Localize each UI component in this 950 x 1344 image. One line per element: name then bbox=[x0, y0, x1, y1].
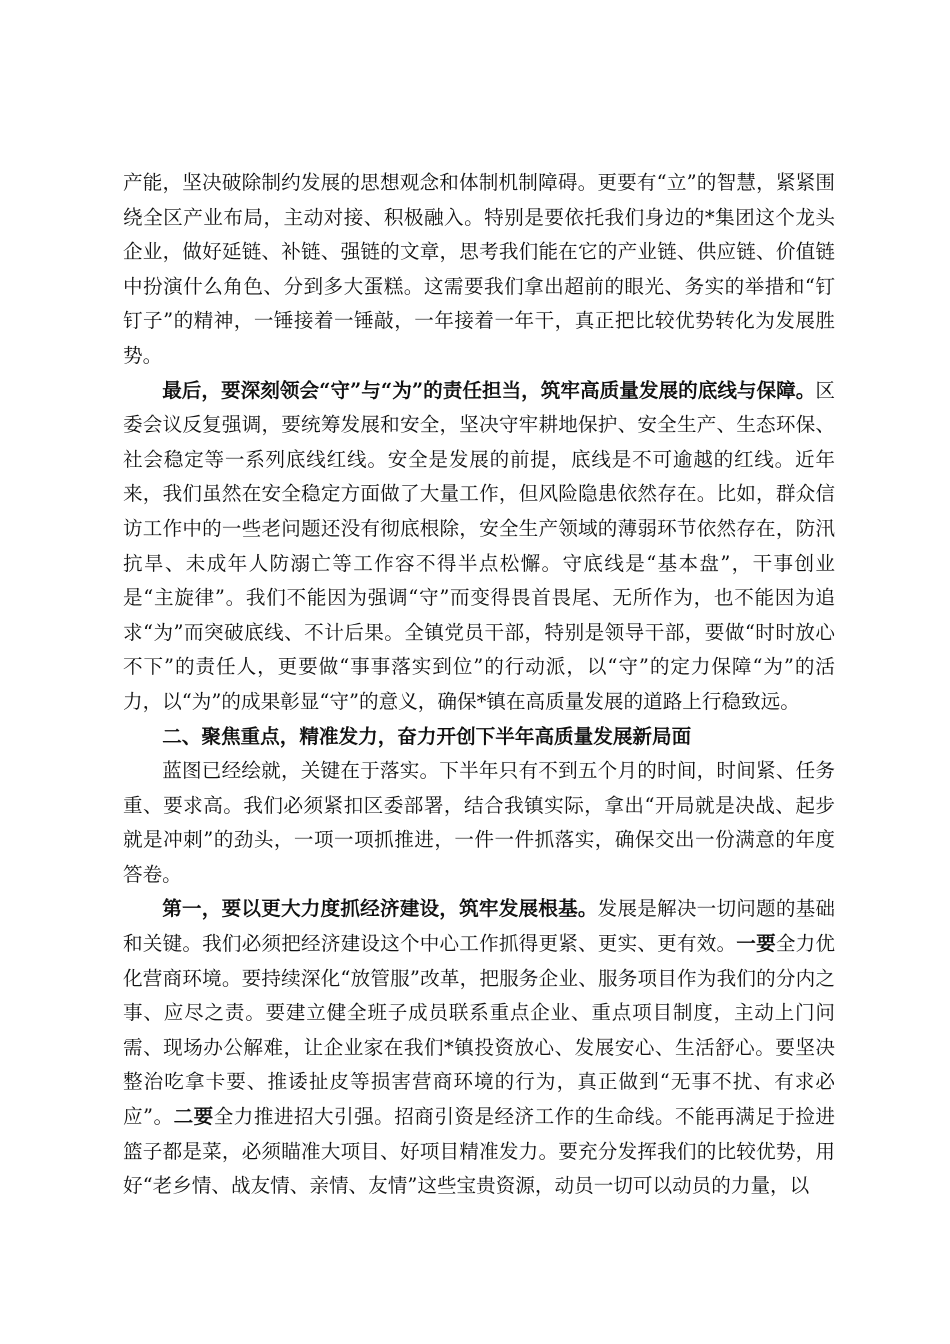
paragraph-lead: 第一，要以更大力度抓经济建设，筑牢发展根基。 bbox=[162, 897, 598, 921]
section-heading: 二、聚焦重点，精准发力，奋力开创下半年高质量发展新局面 bbox=[162, 724, 692, 748]
item-marker: 一要 bbox=[736, 932, 776, 956]
paragraph-responsibility bbox=[123, 374, 835, 720]
paragraph-text: 发展是解决一切问题的基础和关键。我们必须把经济建设这个中心工作抓得更紧、更实、更有效。 bbox=[123, 897, 836, 956]
paragraph-text: 产能，坚决破除制约发展的思想观念和体制机制障碍。更要有“立”的智慧，紧紧围绕全区产业布局，主动对接、积极融入。特别是要依托我们身边的*集团这个龙头企业，做好延链、补链、强链的文章，思考我们能在它的产业链、供应链、价值链中扮演什么角色、分到多大蛋糕。这需要我们拿出超前的眼光、务实的举措和“钉钉子”的精神，一锤接着一锤敲，一年接着一年干，真正把比较优势转化为发展胜势。 bbox=[123, 171, 835, 367]
paragraph-text: 全力推进招大引强。招商引资是经济工作的生命线。不能再满足于捡进篮子都是菜，必须瞄准大项目、好项目精准发力。要充分发挥我们的比较优势，用好“老乡情、战友情、亲情、友情”这些宝贵资源，动员一切可以动员的力量，以 bbox=[123, 1105, 835, 1198]
paragraph-text: 全力优化营商环境。要持续深化“放管服”改革，把服务企业、服务项目作为我们的分内之事、应尽之责。要建立健全班子成员联系重点企业、重点项目制度，主动上门问需、现场办公解难，让企业家在我们*镇投资放心、发展安心、生活舒心。要坚决整治吃拿卡要、推诿扯皮等损害营商环境的行为，真正做到“无事不扰、有求必应”。 bbox=[123, 932, 836, 1129]
paragraph-industry bbox=[123, 166, 835, 374]
paragraph-economy bbox=[123, 892, 835, 1203]
paragraph-blueprint bbox=[123, 754, 835, 892]
paragraph-text: 区委会议反复强调，要统筹发展和安全，坚决守牢耕地保护、安全生产、生态环保、社会稳定等一系列底线红线。安全是发展的前提，底线是不可逾越的红线。近年来，我们虽然在安全稳定方面做了大量工作，但风险隐患依然存在。比如，群众信访工作中的一些老问题还没有彻底根除，安全生产领域的薄弱环节依然存在，防汛抗旱、未成年人防溺亡等工作容不得半点松懈。守底线是“基本盘”，干事创业是“主旋律”。我们不能因为强调“守”而变得畏首畏尾、无所作为，也不能因为追求“为”而突破底线、不计后果。全镇党员干部，特别是领导干部，要做“时时放心不下”的责任人，更要做“事事落实到位”的行动派，以“守”的定力保障“为”的活力，以“为”的成果彰显“守”的意义，确保*镇在高质量发展的道路上行稳致远。 bbox=[123, 378, 835, 713]
paragraph-lead: 最后，要深刻领会“守”与“为”的责任担当，筑牢高质量发展的底线与保障。 bbox=[162, 378, 816, 402]
item-marker: 二要 bbox=[173, 1105, 214, 1129]
paragraph-text: 蓝图已经绘就，关键在于落实。下半年只有不到五个月的时间，时间紧、任务重、要求高。我们必须紧扣区委部署，结合我镇实际，拿出“开局就是决战、起步就是冲刺”的劲头，一项一项抓推进，一件一件抓落实，确保交出一份满意的年度答卷。 bbox=[123, 759, 835, 886]
document-page bbox=[123, 166, 835, 1204]
